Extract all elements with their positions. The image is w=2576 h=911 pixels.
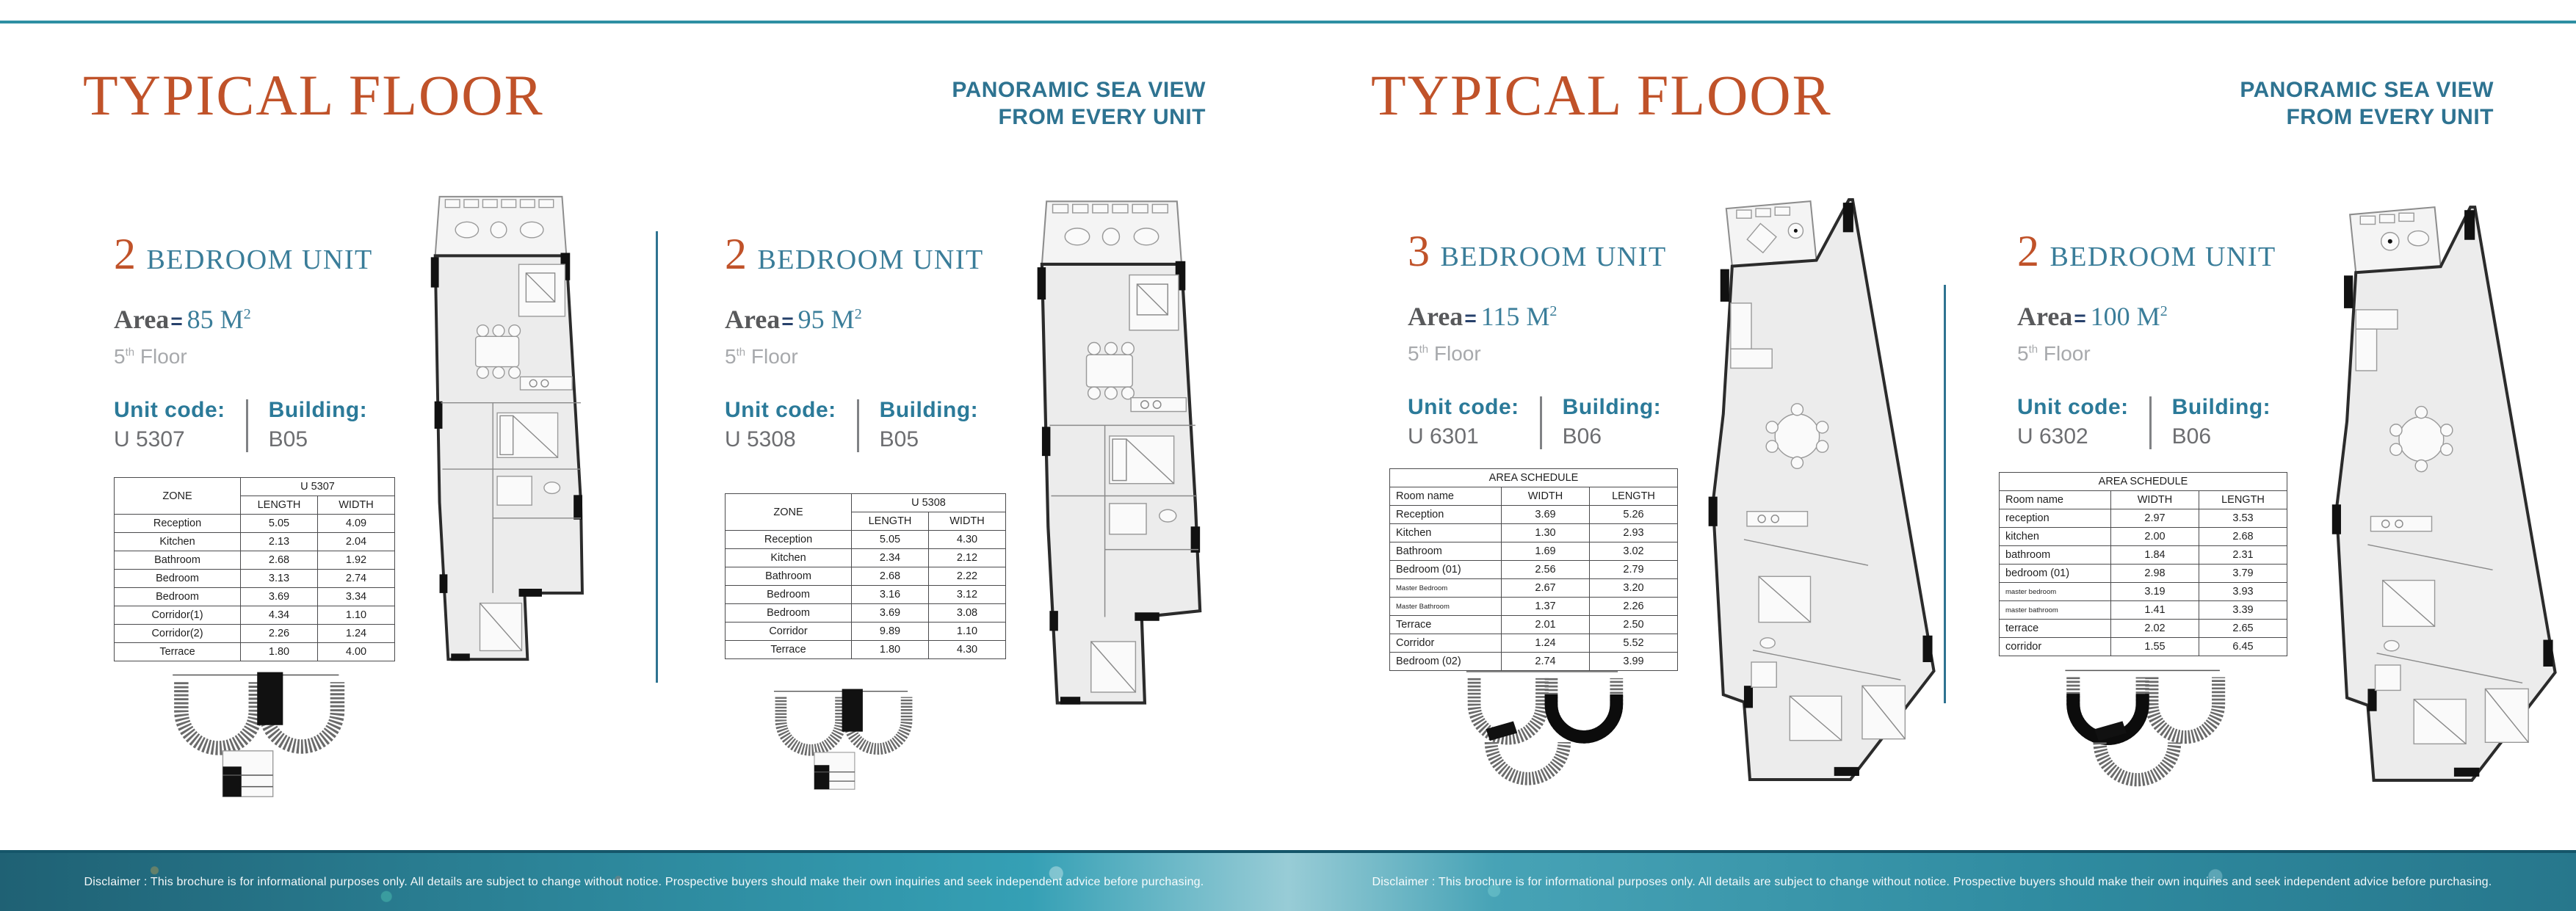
dimension-cell: 2.74	[1502, 653, 1590, 671]
dimension-cell: 2.68	[852, 567, 929, 586]
zone-cell: Bedroom	[726, 586, 852, 604]
unit-code-block: Unit code: U 6301	[1408, 395, 1519, 449]
dimension-cell: 2.97	[2111, 509, 2199, 528]
table-row	[115, 551, 395, 570]
table-row	[726, 549, 1006, 567]
area-line: Area= 95 $M^2$	[725, 305, 862, 334]
area-line: Area= 100 $M^2$	[2017, 302, 2168, 331]
dimension-cell: 3.69	[1502, 506, 1590, 524]
dimension-cell: 1.55	[2111, 638, 2199, 656]
code-divider	[857, 399, 859, 452]
disclaimer-text-right: Disclaimer : This brochure is for informational purposes only. All details are subject to change without notice. Prospective buyers should make their own inquiries and seek independent advice before purchasing.	[1372, 875, 2492, 888]
dimension-cell: 4.34	[241, 606, 318, 625]
table-row	[1390, 542, 1678, 561]
zone-cell: Master Bedroom	[1390, 579, 1502, 598]
disclaimer-text-left: Disclaimer : This brochure is for informational purposes only. All details are subject to change without notice. Prospective buyers should make their own inquiries and seek independent advice before purchasing.	[84, 875, 1204, 888]
table-row	[726, 641, 1006, 659]
building-value: B05	[879, 427, 919, 451]
key-plan-u5308	[758, 669, 913, 805]
dimension-cell: 1.69	[1502, 542, 1590, 561]
zone-cell: Terrace	[726, 641, 852, 659]
dimension-cell: 2.79	[1590, 561, 1678, 579]
tagline	[2090, 76, 2494, 131]
dimension-cell: 2.31	[2199, 546, 2287, 565]
zone-cell: Terrace	[1390, 616, 1502, 634]
building-value: B06	[2171, 424, 2212, 449]
dimension-cell: 3.79	[2199, 565, 2287, 583]
dimension-cell: 3.69	[241, 588, 318, 606]
area-line: Area= 85 $M^2$	[114, 305, 251, 334]
dimension-cell: 2.93	[1590, 524, 1678, 542]
area-schedule-u6302: AREA SCHEDULE Room name WIDTH LENGTH reception 2.97 3.53 kitchen 2.00 2.68 bathroom 1.84 2.31 bedroom (01) 2.98 3.79 master bedroom 3.19 3.93 master bathroom 1.41 3.39 terrace 2.02 2.65 corridor 1.55 6.45	[1999, 472, 2287, 656]
tagline-line1: PANORAMIC SEA VIEW	[2240, 78, 2494, 102]
code-divider	[246, 399, 248, 452]
zone-cell: master bathroom	[2000, 601, 2111, 620]
dimension-cell: 2.34	[852, 549, 929, 567]
zone-cell: Kitchen	[1390, 524, 1502, 542]
unit-type-label: BEDROOM UNIT	[2049, 242, 2276, 272]
dimension-cell: 3.53	[2199, 509, 2287, 528]
table-row	[2000, 620, 2287, 638]
table-row	[115, 606, 395, 625]
unit-code-block: Unit code: U 5307	[114, 398, 225, 451]
zone-cell: Bedroom (02)	[1390, 653, 1502, 671]
zone-cell: terrace	[2000, 620, 2111, 638]
dimension-cell: 5.05	[852, 531, 929, 549]
floor-line: 5th Floor	[725, 345, 798, 368]
zone-cell: Bedroom	[115, 588, 241, 606]
unit-code-value: U 5308	[725, 427, 796, 451]
dimension-cell: 2.26	[241, 625, 318, 643]
unit-heading	[1408, 226, 1667, 277]
zone-cell: Reception	[1390, 506, 1502, 524]
dimension-cell: 2.22	[929, 567, 1006, 586]
code-row	[1408, 395, 1661, 449]
area-schedule-u6301: AREA SCHEDULE Room name WIDTH LENGTH Reception 3.69 5.26 Kitchen 1.30 2.93 Bathroom 1.69 3.02 Bedroom (01) 2.56 2.79 Master Bedroom 2.67 3.20 Master Bathroom 1.37 2.26 Terrace 2.01 2.50 Corridor 1.24 5.52 Bedroom (02) 2.74 3.99	[1389, 468, 1678, 671]
table-row	[2000, 509, 2287, 528]
table-row	[115, 625, 395, 643]
building-value: B05	[268, 427, 308, 451]
floor-line: 5th Floor	[1408, 342, 1481, 365]
zone-cell: master bedroom	[2000, 583, 2111, 601]
dimension-cell: 5.05	[241, 515, 318, 533]
dimension-cell: 3.99	[1590, 653, 1678, 671]
table-row	[726, 531, 1006, 549]
dimension-cell: 1.80	[852, 641, 929, 659]
zone-cell: Reception	[726, 531, 852, 549]
zone-cell: Bedroom	[726, 604, 852, 623]
dimension-table-u5308: ZONE U 5308 LENGTH WIDTH Reception 5.05 4.30 Kitchen 2.34 2.12 Bathroom 2.68 2.22 Bedroom 3.16 3.12 Bedroom 3.69 3.08 Corridor 9.89 1.10 Terrace 1.80 4.30	[725, 493, 1006, 659]
unit-code-value: U 6301	[1408, 424, 1479, 449]
dimension-cell: 4.09	[318, 515, 395, 533]
area-line: Area= 115 $M^2$	[1408, 302, 1557, 331]
dimension-cell: 2.13	[241, 533, 318, 551]
table-row	[1390, 579, 1678, 598]
dimension-cell: 2.04	[318, 533, 395, 551]
zone-cell: Reception	[115, 515, 241, 533]
table-row	[1390, 561, 1678, 579]
unit-type-label: BEDROOM UNIT	[1440, 242, 1667, 272]
table-row	[2000, 583, 2287, 601]
dimension-cell: 2.67	[1502, 579, 1590, 598]
key-plan-u5307	[152, 661, 347, 804]
zone-cell: Corridor(2)	[115, 625, 241, 643]
floor-plan-u5308	[1016, 197, 1208, 711]
zone-cell: bedroom (01)	[2000, 565, 2111, 583]
table-row	[1390, 506, 1678, 524]
dimension-cell: 1.24	[1502, 634, 1590, 653]
dimension-cell: 5.26	[1590, 506, 1678, 524]
zone-cell: Kitchen	[115, 533, 241, 551]
dimension-cell: 3.20	[1590, 579, 1678, 598]
unit-heading	[114, 229, 373, 280]
zone-cell: kitchen	[2000, 528, 2111, 546]
dimension-cell: 1.24	[318, 625, 395, 643]
code-row	[2017, 395, 2271, 449]
dimension-cell: 2.01	[1502, 616, 1590, 634]
table-row	[2000, 546, 2287, 565]
zone-cell: Bedroom (01)	[1390, 561, 1502, 579]
key-highlight	[1551, 694, 1616, 737]
dimension-cell: 4.30	[929, 531, 1006, 549]
dimension-cell: 3.02	[1590, 542, 1678, 561]
zone-cell: Corridor	[726, 623, 852, 641]
key-highlight	[257, 672, 283, 725]
floor-line: 5th Floor	[114, 345, 187, 368]
building-block: Building: B06	[2171, 395, 2271, 449]
dimension-cell: 2.50	[1590, 616, 1678, 634]
table-row	[2000, 601, 2287, 620]
top-accent-line	[0, 21, 2576, 23]
dimension-cell: 1.10	[318, 606, 395, 625]
dimension-cell: 9.89	[852, 623, 929, 641]
zone-cell: Bathroom	[115, 551, 241, 570]
tagline-line2: FROM EVERY UNIT	[2286, 105, 2494, 129]
table-row	[115, 515, 395, 533]
dimension-cell: 2.12	[929, 549, 1006, 567]
table-row	[2000, 565, 2287, 583]
table-row	[115, 533, 395, 551]
table-row	[1390, 616, 1678, 634]
dimension-cell: 1.41	[2111, 601, 2199, 620]
table-row	[726, 623, 1006, 641]
zone-cell: Corridor(1)	[115, 606, 241, 625]
code-divider	[2149, 396, 2152, 449]
floor-plan-u5307	[410, 192, 592, 668]
tagline	[802, 76, 1206, 131]
unit-heading	[2017, 226, 2276, 277]
page-title: TYPICAL FLOOR	[1371, 63, 1832, 127]
zone-cell: corridor	[2000, 638, 2111, 656]
zone-cell: bathroom	[2000, 546, 2111, 565]
dimension-cell: 3.69	[852, 604, 929, 623]
code-divider	[1540, 396, 1542, 449]
unit-code-value: U 6302	[2017, 424, 2088, 449]
zone-cell: Bedroom	[115, 570, 241, 588]
building-block: Building: B06	[1562, 395, 1662, 449]
dimension-cell: 2.68	[241, 551, 318, 570]
table-row	[726, 586, 1006, 604]
table-row	[1390, 524, 1678, 542]
dimension-cell: 2.98	[2111, 565, 2199, 583]
zone-cell: Kitchen	[726, 549, 852, 567]
dimension-cell: 3.39	[2199, 601, 2287, 620]
building-block: Building: B05	[268, 398, 368, 451]
dimension-cell: 1.80	[241, 643, 318, 661]
table-row	[115, 588, 395, 606]
building-value: B06	[1562, 424, 1602, 449]
unit-type-label: BEDROOM UNIT	[757, 244, 984, 275]
dimension-cell: 2.26	[1590, 598, 1678, 616]
dimension-cell: 2.74	[318, 570, 395, 588]
zone-cell: Master Bathroom	[1390, 598, 1502, 616]
dimension-cell: 3.08	[929, 604, 1006, 623]
table-row	[115, 643, 395, 661]
dimension-cell: 2.02	[2111, 620, 2199, 638]
dimension-cell: 3.12	[929, 586, 1006, 604]
disclaimer-bar	[0, 850, 2576, 911]
key-plan-u6302	[2047, 656, 2226, 799]
key-highlight	[842, 689, 863, 732]
dimension-cell: 3.19	[2111, 583, 2199, 601]
table-row	[1390, 634, 1678, 653]
table-row	[2000, 638, 2287, 656]
dimension-cell: 1.37	[1502, 598, 1590, 616]
table-row	[726, 567, 1006, 586]
floor-plan-u6302	[2290, 197, 2572, 784]
dimension-table-u5307: ZONE U 5307 LENGTH WIDTH Reception 5.05 4.09 Kitchen 2.13 2.04 Bathroom 2.68 1.92 Bedroom 3.13 2.74 Bedroom 3.69 3.34 Corridor(1) 4.34 1.10 Corridor(2) 2.26 1.24 Terrace 1.80 4.00	[114, 477, 395, 661]
zone-cell: Bathroom	[726, 567, 852, 586]
unit-code-block: Unit code: U 6302	[2017, 395, 2129, 449]
dimension-cell: 4.00	[318, 643, 395, 661]
code-row	[114, 398, 367, 452]
dimension-cell: 1.84	[2111, 546, 2199, 565]
dimension-cell: 2.68	[2199, 528, 2287, 546]
building-block: Building: B05	[879, 398, 979, 451]
dimension-cell: 1.92	[318, 551, 395, 570]
dimension-cell: 3.93	[2199, 583, 2287, 601]
table-row	[726, 604, 1006, 623]
bedroom-count: 3	[1408, 227, 1430, 275]
dimension-cell: 3.16	[852, 586, 929, 604]
zone-cell: Bathroom	[1390, 542, 1502, 561]
bedroom-count: 2	[2017, 227, 2039, 275]
unit-type-label: BEDROOM UNIT	[146, 244, 373, 275]
dimension-cell: 6.45	[2199, 638, 2287, 656]
zone-cell: Terrace	[115, 643, 241, 661]
unit-code-value: U 5307	[114, 427, 185, 451]
unit-heading	[725, 229, 984, 280]
dimension-cell: 2.65	[2199, 620, 2287, 638]
dimension-cell: 2.56	[1502, 561, 1590, 579]
code-row	[725, 398, 978, 452]
dimension-cell: 1.30	[1502, 524, 1590, 542]
zone-cell: reception	[2000, 509, 2111, 528]
dimension-cell: 5.52	[1590, 634, 1678, 653]
tagline-line1: PANORAMIC SEA VIEW	[952, 78, 1206, 102]
floor-line: 5th Floor	[2017, 342, 2091, 365]
bedroom-count: 2	[725, 230, 747, 278]
table-row	[1390, 598, 1678, 616]
page-title: TYPICAL FLOOR	[83, 63, 544, 127]
dimension-cell: 2.00	[2111, 528, 2199, 546]
dimension-cell: 3.13	[241, 570, 318, 588]
table-row	[115, 570, 395, 588]
zone-cell: Corridor	[1390, 634, 1502, 653]
tagline-line2: FROM EVERY UNIT	[998, 105, 1206, 129]
dimension-cell: 3.34	[318, 588, 395, 606]
unit-section-u5307	[84, 229, 687, 846]
table-row	[2000, 528, 2287, 546]
key-plan-u6301	[1448, 656, 1624, 799]
dimension-cell: 1.10	[929, 623, 1006, 641]
floor-plan-u6301	[1678, 192, 1939, 783]
dimension-cell: 4.30	[929, 641, 1006, 659]
unit-code-block: Unit code: U 5308	[725, 398, 836, 451]
bedroom-count: 2	[114, 230, 136, 278]
